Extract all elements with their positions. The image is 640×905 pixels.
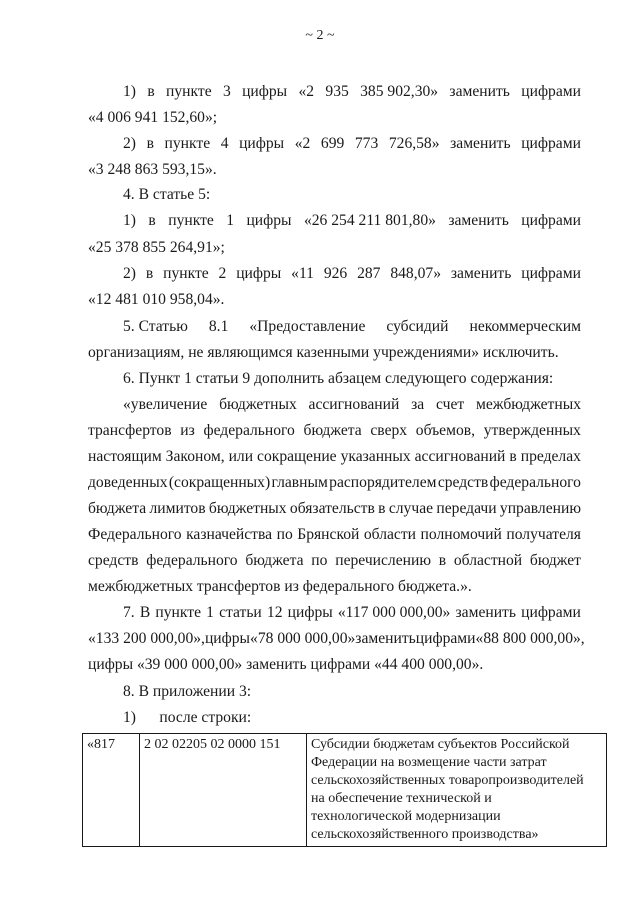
word: федерального	[489, 474, 581, 491]
description-line: на обеспечение технической и	[311, 791, 492, 806]
word: обязательств	[289, 500, 375, 517]
section-7-line-2	[88, 629, 585, 649]
word: статьи	[219, 604, 262, 621]
word: цифрами	[521, 135, 581, 152]
word: бюджета	[245, 552, 304, 569]
description-line: сельскохозяйственных товаропроизводителей	[311, 773, 584, 788]
word: из	[180, 422, 195, 439]
word: Законом,	[165, 448, 225, 465]
word: «11	[291, 265, 314, 282]
quote-line-1	[123, 395, 581, 415]
word: по	[311, 552, 328, 569]
word: бюджета	[88, 500, 147, 517]
quote-line-2	[88, 421, 581, 441]
word: (сокращенных)	[168, 474, 271, 491]
word: трансфертов	[88, 422, 172, 439]
word: 935	[325, 83, 349, 100]
word: передачи	[436, 500, 497, 517]
word: цифры	[242, 83, 288, 100]
word: субсидий	[386, 318, 449, 335]
word: федерального	[203, 422, 295, 439]
section-8-item-1: 1) после строки:	[123, 709, 252, 726]
word: 848,07»	[390, 265, 441, 282]
word: заменить	[449, 83, 510, 100]
description-line: Федерации на возмещение части затрат	[311, 755, 547, 770]
word: казначейства	[186, 526, 273, 543]
section-8-heading: 8. В приложении 3:	[123, 683, 252, 700]
word: цифрами	[521, 604, 581, 621]
table-row	[83, 734, 607, 847]
word: в	[509, 448, 517, 465]
word: в	[148, 212, 156, 229]
table-cell-description	[307, 734, 607, 847]
word: цифры	[239, 135, 285, 152]
page-number: ~ 2 ~	[305, 28, 335, 43]
section-5-line-1	[123, 317, 581, 337]
word: по	[276, 526, 293, 543]
word: 1	[206, 604, 214, 621]
word: 926	[323, 265, 348, 282]
section-4-item-2-line-1	[123, 264, 581, 284]
word: 7.	[123, 604, 135, 621]
word: или	[228, 448, 254, 465]
description-line: сельскохозяйственного производства»	[311, 827, 539, 842]
word: 287	[357, 265, 381, 282]
word: ассигнований	[308, 396, 400, 413]
item-2-line-1	[123, 134, 581, 154]
quote-line-5	[88, 499, 581, 519]
word: главным	[271, 474, 328, 491]
word: 5. Статью	[123, 318, 188, 335]
word: 726,58»	[388, 135, 440, 152]
word: цифры	[204, 630, 251, 647]
word: объемов,	[415, 422, 476, 439]
word: бюджетных	[219, 396, 297, 413]
word: настоящим	[88, 448, 162, 465]
word: 3	[222, 83, 231, 100]
word: В	[139, 604, 151, 621]
word: заменить	[355, 630, 416, 647]
word: «2	[298, 83, 315, 100]
word: в	[378, 500, 386, 517]
word: пункте	[164, 135, 211, 152]
word: получателя	[506, 526, 581, 543]
word: федерального	[146, 552, 238, 569]
word: заменить	[455, 604, 516, 621]
word: доведенных	[88, 474, 168, 491]
table-cell-kbk: 2 02 02205 02 0000 151	[140, 734, 307, 847]
word: 8.1	[208, 318, 229, 335]
word: лимитов	[149, 500, 206, 517]
word: ассигнований	[414, 448, 506, 465]
word: в	[438, 552, 447, 569]
word: области	[363, 526, 417, 543]
word: «Предоставление	[249, 318, 366, 335]
word: цифры	[236, 265, 282, 282]
table-cell-code: «817	[83, 734, 140, 847]
section-4-item-1-line-1	[123, 211, 581, 231]
word: цифры	[246, 212, 292, 229]
word: 385 902,30»	[360, 83, 439, 100]
word: 4	[220, 135, 229, 152]
word: заменить	[450, 265, 512, 282]
word: полномочий	[420, 526, 502, 543]
word: указанных	[340, 448, 411, 465]
word: пределах	[520, 448, 581, 465]
word: пункте	[163, 265, 209, 282]
word: заменить	[448, 212, 509, 229]
word: цифрами	[521, 83, 581, 100]
word: утвержденных	[483, 422, 581, 439]
word: межбюджетных	[475, 396, 581, 413]
word: средств	[437, 474, 489, 491]
section-7-line-1	[123, 603, 581, 623]
word: 1)	[123, 212, 136, 229]
word: Федерального	[88, 526, 182, 543]
word: некоммерческим	[469, 318, 581, 335]
quote-line-4	[88, 473, 581, 493]
word: цифры	[287, 604, 333, 621]
section-4-item-2-line-2: «12 481 010 958,04».	[88, 291, 225, 308]
word: бюджетных	[208, 500, 287, 517]
description-line: Субсидии бюджетам субъектов Российской	[311, 737, 570, 752]
word: бюджета	[303, 422, 362, 439]
word: 699	[320, 135, 345, 152]
word: Брянской	[297, 526, 360, 543]
word: в	[145, 265, 154, 282]
item-2-line-2: «3 248 863 593,15».	[88, 161, 217, 178]
word: 2	[218, 265, 227, 282]
word: «88 800 000,00»,	[475, 630, 585, 647]
word: счет	[436, 396, 465, 413]
quote-line-6	[88, 525, 581, 545]
word: за	[411, 396, 425, 413]
quote-line-8: межбюджетных трансфертов из федерального бюджета.».	[88, 578, 472, 595]
word: в	[147, 83, 155, 100]
section-7-line-3: цифры «39 000 000,00» заменить цифрами «44 400 000,00».	[88, 656, 484, 673]
item-1-line-1	[123, 82, 581, 102]
word: 1	[226, 212, 235, 229]
section-6-line: 6. Пункт 1 статьи 9 дополнить абзацем следующего содержания:	[123, 370, 554, 387]
word: заменить	[450, 135, 511, 152]
word: пункте	[155, 604, 201, 621]
word: «2	[294, 135, 311, 152]
description-line: технологической модернизации	[311, 809, 501, 824]
word: управлению	[499, 500, 581, 517]
word: сверх	[370, 422, 408, 439]
word: 773	[354, 135, 379, 152]
word: средств	[88, 552, 139, 569]
item-1-line-2: «4 006 941 152,60»;	[88, 109, 218, 126]
word: 2)	[123, 135, 136, 152]
section-4-heading: 4. В статье 5:	[123, 186, 211, 203]
word: цифрами	[415, 630, 476, 647]
word: случае	[388, 500, 434, 517]
section-4-item-1-line-2: «25 378 855 264,91»;	[88, 239, 225, 256]
budget-table	[82, 733, 607, 847]
word: 12	[266, 604, 283, 621]
word: «26 254 211 801,80»	[303, 212, 436, 229]
word: 2)	[123, 265, 136, 282]
word: перечислению	[335, 552, 431, 569]
word: областной	[453, 552, 523, 569]
word: пункте	[166, 83, 212, 100]
word: бюджет	[529, 552, 581, 569]
word: цифрами	[521, 265, 581, 282]
quote-line-3	[88, 447, 581, 467]
word: сокращение	[257, 448, 337, 465]
section-5-line-2: организациям, не являющимся казенными учреждениями» исключить.	[88, 344, 559, 361]
word: 1)	[123, 83, 136, 100]
word: «133 200 000,00»,	[88, 630, 205, 647]
word: пункте	[168, 212, 214, 229]
word: цифрами	[521, 212, 581, 229]
word: «78 000 000,00»	[250, 630, 356, 647]
word: в	[146, 135, 154, 152]
quote-line-7	[88, 551, 581, 571]
word: распорядителем	[329, 474, 437, 491]
word: «увеличение	[123, 396, 208, 413]
word: «117 000 000,00»	[337, 604, 451, 621]
